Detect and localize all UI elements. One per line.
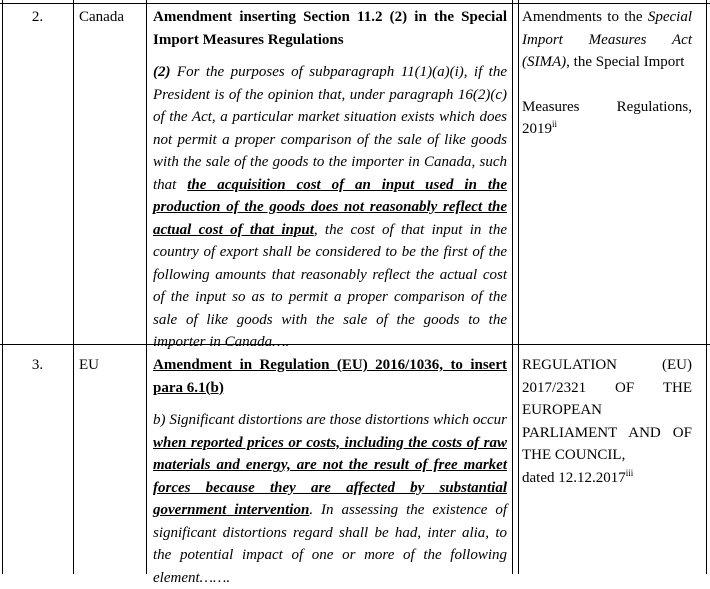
footnote-ref: ii bbox=[552, 119, 558, 129]
table-border-right bbox=[706, 0, 707, 574]
source-act-prefix: Amendments to the bbox=[522, 9, 648, 25]
source-regulation bbox=[522, 96, 692, 141]
paragraph-text-part-1: For the purposes of subparagraph 11(1)(a)(i), if the President is of the opinion that, under paragraph 16(2)(c) of the Act, a particular market situation exists which does not permit a proper comparison of the sale of like goods with the sale of the goods to the importer in Canada, such that bbox=[153, 64, 507, 193]
table-divider-col3 bbox=[512, 0, 513, 574]
source-regulation-date bbox=[522, 467, 692, 490]
table-border-left bbox=[2, 0, 3, 574]
source-regulation-text: Measures Regulations, 2019 bbox=[522, 98, 692, 137]
paragraph-label: (2) bbox=[153, 64, 171, 80]
amendment-paragraph bbox=[153, 409, 507, 589]
country-cell: EU bbox=[79, 357, 99, 373]
paragraph-emphasis: when reported prices or costs, including the costs of raw materials and energy, are not the result of free market forces because they are affected by substantial government intervention bbox=[153, 434, 507, 518]
footnote-ref: iii bbox=[625, 467, 634, 478]
row-number: 2. bbox=[31, 9, 44, 25]
source-date-text: dated 12.12.2017 bbox=[522, 469, 626, 486]
amendment-title: Amendment inserting Section 11.2 (2) in the Special Import Measures Regulations bbox=[153, 9, 507, 48]
source-cell bbox=[522, 6, 692, 141]
source-act-suffix: , the Special Import bbox=[566, 54, 685, 70]
legal-text-cell bbox=[153, 6, 507, 354]
amendment-title: Amendment in Regulation (EU) 2016/1036, to insert para 6.1(b) bbox=[153, 357, 507, 396]
legal-text-cell bbox=[153, 354, 507, 589]
source-cell bbox=[522, 354, 692, 489]
table-divider-col1 bbox=[73, 0, 74, 574]
paragraph-text-part-2: , the cost of that input in the country of export shall be considered to be the first of the following amounts that reasonably reflect the actual cost of the input so as to permit a proper comparison of the sale of like goods with the sale of the goods to the importer in Canada…. bbox=[153, 221, 507, 350]
row-number: 3. bbox=[31, 357, 44, 373]
source-act-name: Special Import Measures Act (SIMA) bbox=[522, 9, 692, 70]
source-regulation-title: REGULATION (EU) 2017/2321 OF THE EUROPEAN PARLIAMENT AND OF THE COUNCIL, bbox=[522, 357, 692, 463]
paragraph-text-part-1: b) Significant distortions are those distortions which occur bbox=[153, 412, 507, 428]
country-cell: Canada bbox=[79, 9, 124, 25]
paragraph-text-part-2: . In assessing the existence of significant distortions regard shall be had, inter alia, to the potential impact of one or more of the following element……. bbox=[153, 502, 508, 586]
table-row-top-border bbox=[0, 3, 710, 4]
paragraph-emphasis: the acquisition cost of an input used in the production of the goods does not reasonably reflect the actual cost of that input bbox=[153, 176, 507, 238]
source-act bbox=[522, 6, 692, 74]
amendment-paragraph bbox=[153, 61, 507, 354]
table-divider-col2 bbox=[146, 0, 147, 574]
table-divider-col3-inner bbox=[518, 0, 519, 574]
